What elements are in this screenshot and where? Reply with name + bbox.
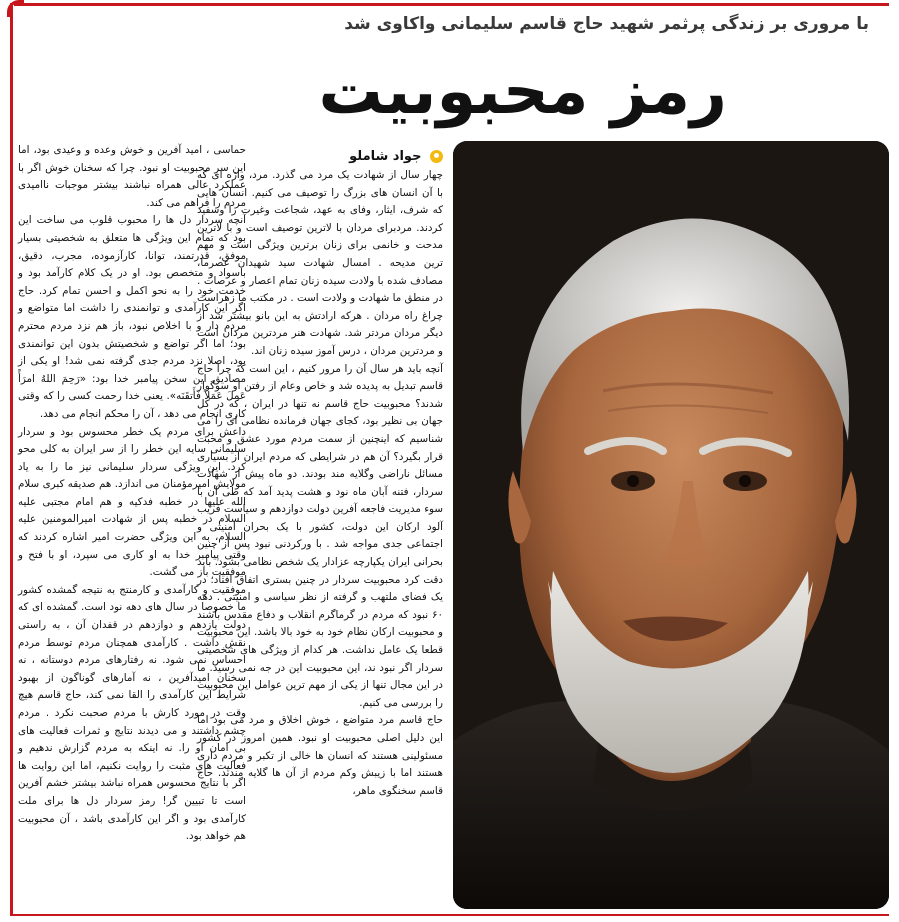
paragraph: چهار سال از شهادت یک مرد می گذرد. مرد، واژه ای که با آن انسان های بزرگ را توصیف می کنیم. انسان هایی که شرف، ایثار، وفای به عهد، شجاعت وغیرت را وسفید کردند. مردبرای مردان با لاترین توصیف است و با لاترین مدحت و خانمی برای زنان برترین ویژگی است و مهم ترین مدیحه . امسال شهادت سید شهیدان عصرما، مصادف شده با ولادت سیده زنان تمام اعصار و عرصات . در منطق ما شهادت و ولادت است . در مکتب ما زهراست چراغ راه مردان . هرکه ارادتش به این بانو بیشتر شد از دیگر مردان مردتر شد. شهادت هنر مردترین مردان است و مردترین مردان ، درس آموز سیده زنان اند. xyxy=(197,169,443,357)
article-byline xyxy=(253,149,443,169)
article-kicker: با مروری بر زندگی پرثمر شهید حاج قاسم سلیمانی واکاوی شد xyxy=(344,14,869,34)
portrait-illustration xyxy=(453,141,889,909)
paragraph: آنچه سردار دل ها را محبوب قلوب می ساخت این بود که تمام این ویژگی ها متعلق به شخصیتی بسیار موفق، قدرتمند، توانا، کارآزموده، مجرب، دقیق، باسواد و متخصص بود. او در یک کلام کارآمد بود و خدمت خود را به نحو اکمل و احسن تمام کرد. حاج اگر این کارآمدی و توانمندی را داشت اما متواضع و مردم دار و با اخلاص نبود، باز هم نزد مردم محترم بود؛ اما اگر تواضع و شخصیتش بدون این توانمندی بود، اصلا نزد مردم جدی گرفته نمی شد! او یکی از مصادیق این سخن پیامبر خدا بود: «رَحِمَ اللهُ امرَأً عَمِلَ عَمَلاً فَأَتقَنَه». یعنی خدا رحمت کسی را که وقتی کاری انجام می دهد ، آن را محکم انجام می دهد. xyxy=(18,214,246,420)
paragraph: موفقیت و کارآمدی و کارمنتج به نتیجه گمشده کشور ما خصوصا در سال های دهه نود است. گمشده ای که دولت یازدهم و دوازدهم در قفدان آن ، به راستی نقش داشت . کارآمدی همچنان مردم توسط مردم احساس نمی شود. نه رفتارهای مردم دوستانه ، نه سخنان امیدآفرین ، نه آمارهای گوناگون از بهبود شرایط این کارآمدی را القا نمی کند، حاج قاسم هیچ وقت در مورد کارش با مردم صحبت نکرد . مردم چشم داشتند و می دیدند نتایج و ثمرات فعالیت های بی امان او را. نه اینکه به مردم گزارش ندهیم و فعالیت های مثبت را روایت نکنیم، اما این روایت ها اگر با نتایج محسوس همراه نباشد بیشتر خشم آفرین است تا تبیین گر! رمز سردار دل ها برای ملت کارآمدی بود و اگر این کارآمدی باشد ، آن محبوبیت هم خواهد بود. xyxy=(18,583,246,843)
byline-marker-icon xyxy=(430,150,443,163)
article-column-left xyxy=(18,142,246,912)
paragraph: آنچه باید هر سال آن را مرور کنیم ، این است که چرا حاج قاسم تبدیل به پدیده شد و خاص وعام از رفتن او سوگوار شدند؟ محبوبیت حاج قاسم نه تنها در ایران ، که در کل جهان بی نظیر بود، کجای جهان فرمانده نظامی ای را می شناسیم که اینچنین از سمت مردم مورد عشق و محبت قرار بگیرد؟ آن هم در شرایطی که مردم ایران از بسیاری مسائل ناراضی وگلایه مند بودند. دو ماه پیش از شهادت سردار، فتنه آبان ماه نود و هشت پدید آمد که طی آن با سوء مدیریت فاجعه آفرین دولت دوازدهم و سیاست فریب آلود ارکان این دولت، کشور با یک بحران امنیتی و اجتماعی جدی مواجه شد . با ورکردنی نبود پس از چنین بحرانی ایران یکپارچه عزادار یک شخص نظامی بشود. باید دقت کرد محبوبیت سردار در چنین بستری اتفاق افتاد؛ در یک فضای ملتهب و گرفته از نظر سیاسی و امنیتی . دهه ۶۰ نبود که مردم در گرماگرم انقلاب و دفاع مقدس باشند و محبوبیت ارکان نظام خود به خود بالا باشد. این محبوبیت قطعا یک عامل نداشت. هر کدام از ویژگی های شخصیتی سردار اگر نبود ند، این محبوبیت این در جه نمی رسید. ما در این مجال تنها از یکی از مهم ترین عوامل این محبوبیت را بررسی می کنیم. xyxy=(197,362,443,709)
portrait-image xyxy=(453,141,889,909)
frame-top-rule xyxy=(14,3,889,6)
article-headline: رمز محبوبیت xyxy=(318,55,727,129)
paragraph: داعش برای مردم یک خطر محسوس بود و سردار سلیمانی سایه این خطر را از سر ایران به کلی محو کرد. این ویژگی سردار سلیمانی نیز ما را به یاد مولایش امیرمؤمنان می اندازد. هم صدیقه کبری سلام الله علیها در خطبه فدکیه و هم امام مجتبی علیه السلام در خطبه پس از شهادت امیرالمومنین علیه السلام، به این ویژگی حضرت امیر اشاره کردند که وقتی پیامبر خدا به او کاری می سپرد، او با فتح و موفقیت باز می گشت. xyxy=(18,425,246,579)
author-name: جواد شاملو xyxy=(349,149,422,164)
frame-bottom-rule xyxy=(10,914,889,916)
paragraph: حماسی ، امید آفرین و خوش وعده و وعیدی بود، اما این سر محبوبیت او نبود. چرا که سخنان خوش اگر با عملکرد عالی همراه نباشند بیشتر موجبات ناامیدی مردم را فراهم می کند. xyxy=(18,144,246,209)
paragraph: حاج قاسم مرد متواضع ، خوش اخلاق و مرد می بود اما این دلیل اصلی محبوبیت او نبود. همین امروز در کشور مسئولینی هستند که انسان ها خالی از تکبر و مردم داری هستند اما با زیبش وکم مردم از آن ها گلایه مندند. حاج قاسم سخنگوی ماهر، xyxy=(197,714,443,797)
frame-left-rule xyxy=(10,3,13,914)
